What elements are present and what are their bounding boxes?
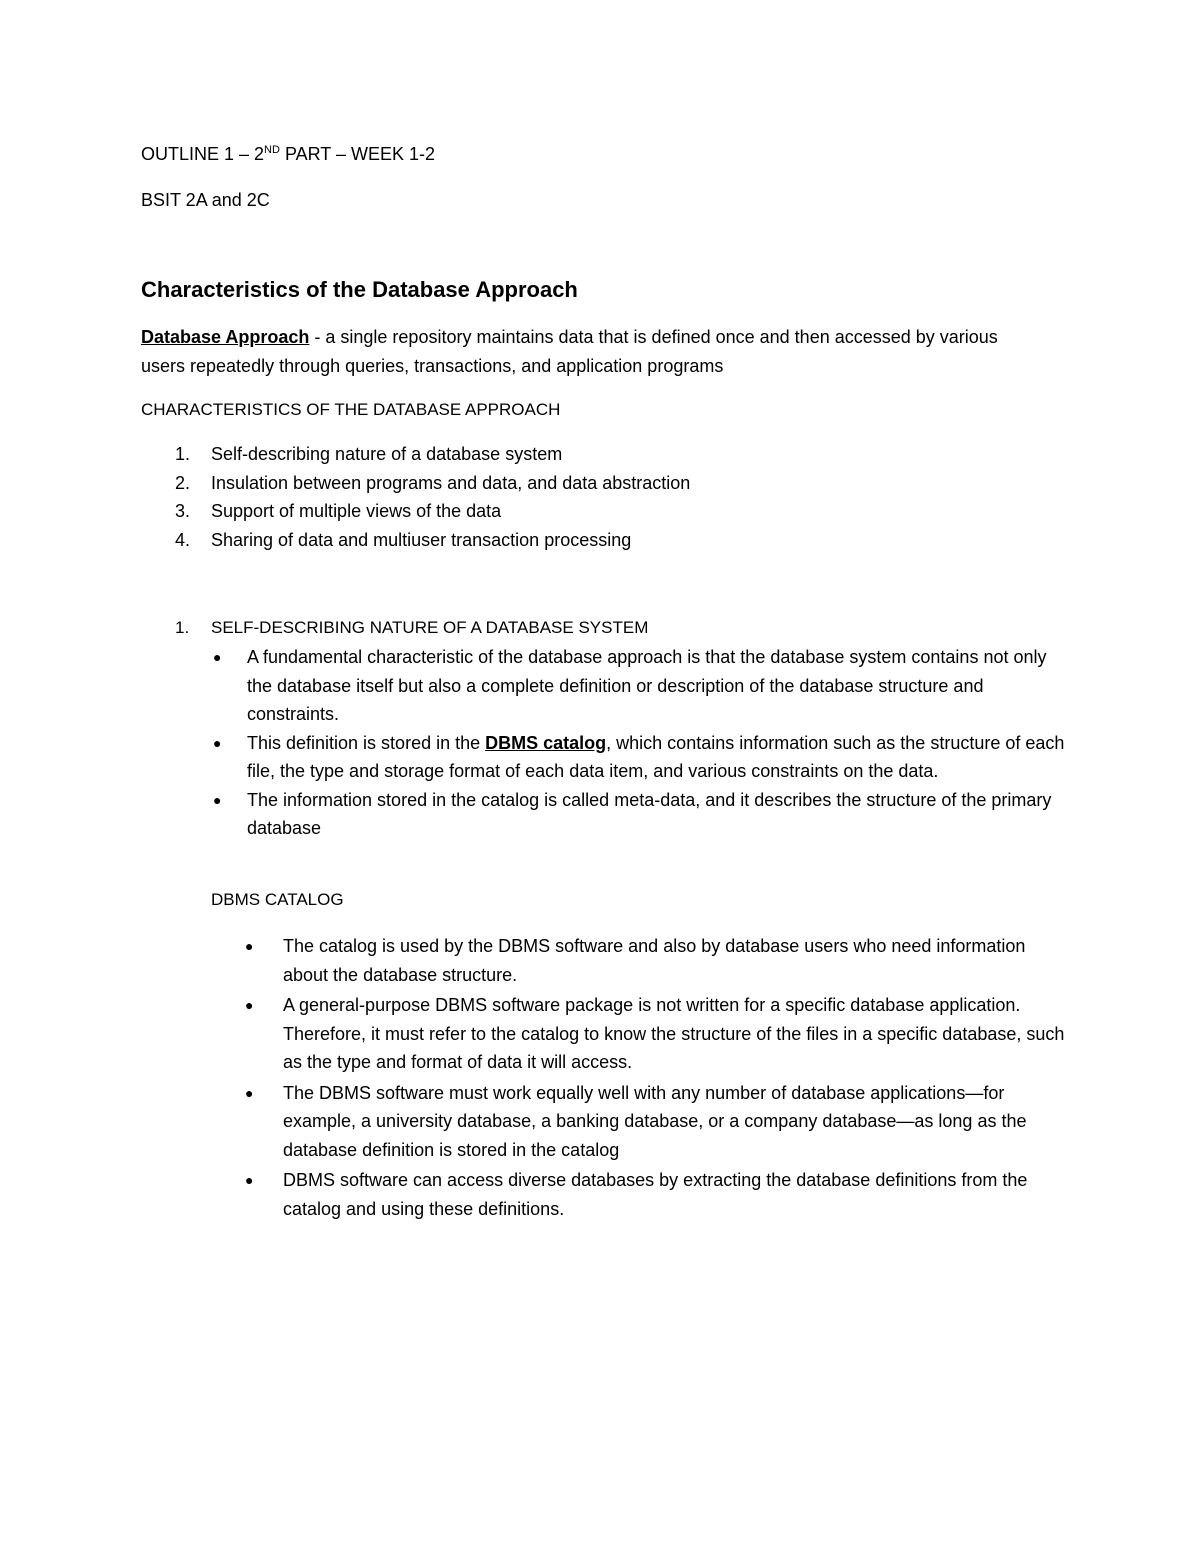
- definition-term: Database Approach: [141, 327, 310, 347]
- section-heading: [175, 614, 648, 642]
- list-item: [141, 469, 690, 498]
- item-text: Insulation between programs and data, and data abstraction: [211, 472, 691, 493]
- outline-prefix: OUTLINE 1 – 2: [141, 144, 265, 164]
- bullet-icon: ●: [245, 938, 254, 954]
- bullet-icon: ●: [245, 997, 254, 1013]
- list-item: [243, 1166, 1073, 1223]
- outline-line: [141, 140, 435, 168]
- page-title: Characteristics of the Database Approach: [141, 277, 578, 302]
- item-number: 2.: [175, 472, 191, 493]
- item-number: 1.: [175, 444, 191, 464]
- definition-paragraph: [141, 323, 1041, 380]
- class-line: BSIT 2A and 2C: [141, 190, 270, 210]
- bullet-text: [247, 729, 1071, 786]
- bullet-text: The catalog is used by the DBMS software and also by database users who need information about the database structure.: [283, 936, 1026, 985]
- list-item: [243, 1079, 1073, 1165]
- outline-superscript: ND: [264, 144, 280, 156]
- section-title: SELF-DESCRIBING NATURE OF A DATABASE SYSTEM: [211, 618, 649, 637]
- list-item: [141, 497, 690, 526]
- section-bullet-list: [211, 643, 1071, 843]
- list-item: [211, 786, 1071, 843]
- definition-text: - a single repository maintains data that is defined once and then accessed by various users repeatedly through queries, transactions, and application programs: [141, 327, 998, 376]
- item-number: 3.: [175, 501, 191, 521]
- bullet-icon: ●: [245, 1084, 254, 1101]
- item-number: 4.: [175, 529, 191, 550]
- bullet-text: DBMS software can access diverse databases by extracting the database definitions from the catalog and using these definitions.: [283, 1170, 1028, 1219]
- bullet-icon: ●: [213, 791, 222, 808]
- section-number: 1.: [175, 618, 190, 637]
- bullet-text: The DBMS software must work equally well with any number of database applications—for example, a university database, a banking database, or a company database—as long as the database definition is stored in the catalog: [283, 1082, 1027, 1160]
- catalog-term: DBMS catalog: [485, 732, 607, 753]
- bullet-icon: ●: [245, 1172, 254, 1188]
- list-item: [141, 440, 690, 469]
- item-text: Self-describing nature of a database system: [211, 444, 563, 464]
- item-text: Sharing of data and multiuser transaction processing: [211, 529, 632, 550]
- list-item: [141, 526, 690, 555]
- bullet-text: A general-purpose DBMS software package is not written for a specific database application. Therefore, it must refer to the catalog to know the structure of the files in a specific database, such as the type and format of data it will access.: [283, 995, 1065, 1072]
- catalog-bullet-list: [243, 932, 1073, 1225]
- bullet-text-before: This definition is stored in the: [247, 732, 486, 753]
- characteristics-list: [141, 440, 690, 554]
- bullet-text: The information stored in the catalog is called meta-data, and it describes the structure of the primary database: [247, 789, 1052, 838]
- catalog-title: DBMS CATALOG: [211, 890, 344, 909]
- item-text: Support of multiple views of the data: [211, 501, 502, 521]
- outline-suffix: PART – WEEK 1-2: [279, 144, 435, 164]
- bullet-text-after: , which contains information such as the structure of each file, the type and storage format of each data item, and various constraints on the data.: [247, 732, 1065, 781]
- list-item: [243, 991, 1073, 1077]
- bullet-icon: ●: [213, 734, 222, 751]
- bullet-text: A fundamental characteristic of the database approach is that the database system contains not only the database itself but also a complete definition or description of the database structure and constraints.: [247, 647, 1047, 724]
- bullet-icon: ●: [213, 649, 222, 665]
- list-item: [243, 932, 1073, 989]
- list-item: [211, 643, 1071, 729]
- list-item: [211, 729, 1071, 786]
- characteristics-title: CHARACTERISTICS OF THE DATABASE APPROACH: [141, 400, 561, 419]
